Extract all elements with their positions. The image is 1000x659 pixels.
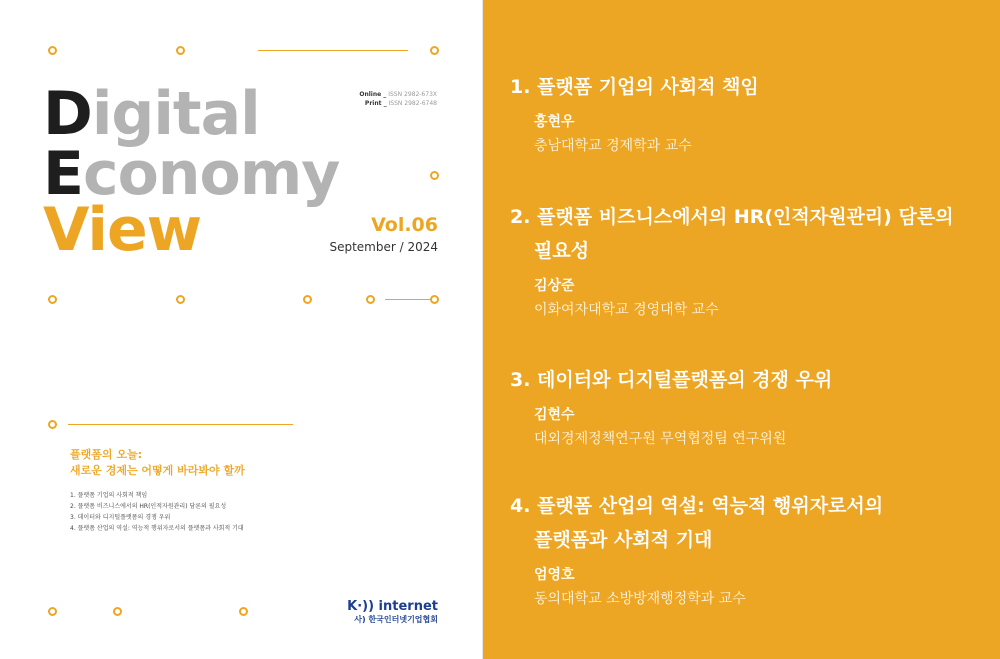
cover-title-view	[43, 195, 202, 265]
deco-ring	[176, 46, 185, 55]
title-word: iew	[87, 195, 202, 265]
title-initial: V	[43, 195, 88, 265]
title-word: conomy	[83, 139, 340, 209]
toc-title-line: 4. 플랫폼 산업의 역설: 역능적 행위자로서의	[510, 495, 884, 517]
toc-title-line: 플랫폼과 사회적 기대	[534, 529, 713, 551]
toc-title-line: 필요성	[534, 240, 590, 262]
deco-ring	[48, 607, 57, 616]
title-word: igital	[91, 79, 260, 149]
toc-author: 홍현우	[534, 114, 575, 130]
cover-subtitle-line: 플랫폼의 오늘:	[70, 448, 142, 461]
deco-ring	[48, 295, 57, 304]
issn-online-label: Online _	[359, 91, 387, 98]
issn-print: ISSN 2982-6748	[388, 100, 437, 107]
deco-ring	[430, 295, 439, 304]
toc-item-title	[510, 70, 980, 104]
issn-block	[359, 90, 437, 108]
toc-item-3[interactable]	[510, 363, 980, 449]
cover-article-list	[70, 490, 244, 534]
logo-wordmark: K·)) internet	[347, 599, 438, 614]
cover-list-item: 2. 플랫폼 비즈니스에서의 HR(인적자원관리) 담론의 필요성	[70, 503, 227, 510]
table-of-contents	[483, 0, 1000, 659]
deco-line	[385, 299, 435, 300]
deco-ring	[366, 295, 375, 304]
deco-line	[258, 50, 408, 51]
toc-item-4[interactable]	[510, 489, 980, 609]
toc-affiliation: 대외경제정책연구원 무역협정팀 연구위원	[534, 431, 787, 447]
toc-title-line: 2. 플랫폼 비즈니스에서의 HR(인적자원관리) 담론의	[510, 206, 954, 228]
cover-list-item: 3. 데이터와 디지털플랫폼의 경쟁 우위	[70, 514, 171, 521]
magazine-cover	[0, 0, 483, 659]
publisher-logo	[347, 600, 438, 625]
cover-list-item: 1. 플랫폼 기업의 사회적 책임	[70, 492, 148, 499]
cover-subtitle-line: 새로운 경제는 어떻게 바라봐야 할까	[70, 464, 245, 477]
title-initial: D	[43, 79, 92, 149]
toc-author: 김상준	[534, 278, 575, 294]
deco-ring	[430, 171, 439, 180]
issn-print-label: Print _	[364, 100, 387, 107]
toc-author: 엄영호	[534, 567, 575, 583]
deco-ring	[430, 46, 439, 55]
toc-affiliation: 이화여자대학교 경영대학 교수	[534, 302, 719, 318]
toc-item-2[interactable]	[510, 200, 980, 320]
cover-subtitle	[70, 447, 245, 479]
cover-title-digital	[43, 79, 260, 149]
deco-ring	[48, 420, 57, 429]
title-initial: E	[43, 139, 83, 209]
issn-online: ISSN 2982-673X	[388, 91, 437, 98]
deco-ring	[176, 295, 185, 304]
deco-ring	[113, 607, 122, 616]
deco-ring	[303, 295, 312, 304]
deco-line	[68, 424, 293, 425]
toc-affiliation: 충남대학교 경제학과 교수	[534, 138, 692, 154]
logo-org-name: 사) 한국인터넷기업협회	[354, 615, 438, 624]
toc-item-title	[510, 363, 980, 397]
cover-list-item: 4. 플랫폼 산업의 역설: 역능적 행위자로서의 플랫폼과 사회적 기대	[70, 525, 244, 532]
toc-item-title	[510, 200, 980, 268]
toc-item-title	[510, 489, 980, 557]
deco-ring	[239, 607, 248, 616]
toc-title-line: 3. 데이터와 디지털플랫폼의 경쟁 우위	[510, 369, 833, 391]
toc-author: 김현수	[534, 407, 575, 423]
toc-item-1[interactable]	[510, 70, 980, 156]
deco-ring	[48, 46, 57, 55]
volume-number: Vol.06	[371, 214, 438, 236]
toc-title-line: 1. 플랫폼 기업의 사회적 책임	[510, 76, 759, 98]
issue-date: September / 2024	[329, 240, 438, 254]
toc-affiliation: 동의대학교 소방방재행정학과 교수	[534, 591, 746, 607]
